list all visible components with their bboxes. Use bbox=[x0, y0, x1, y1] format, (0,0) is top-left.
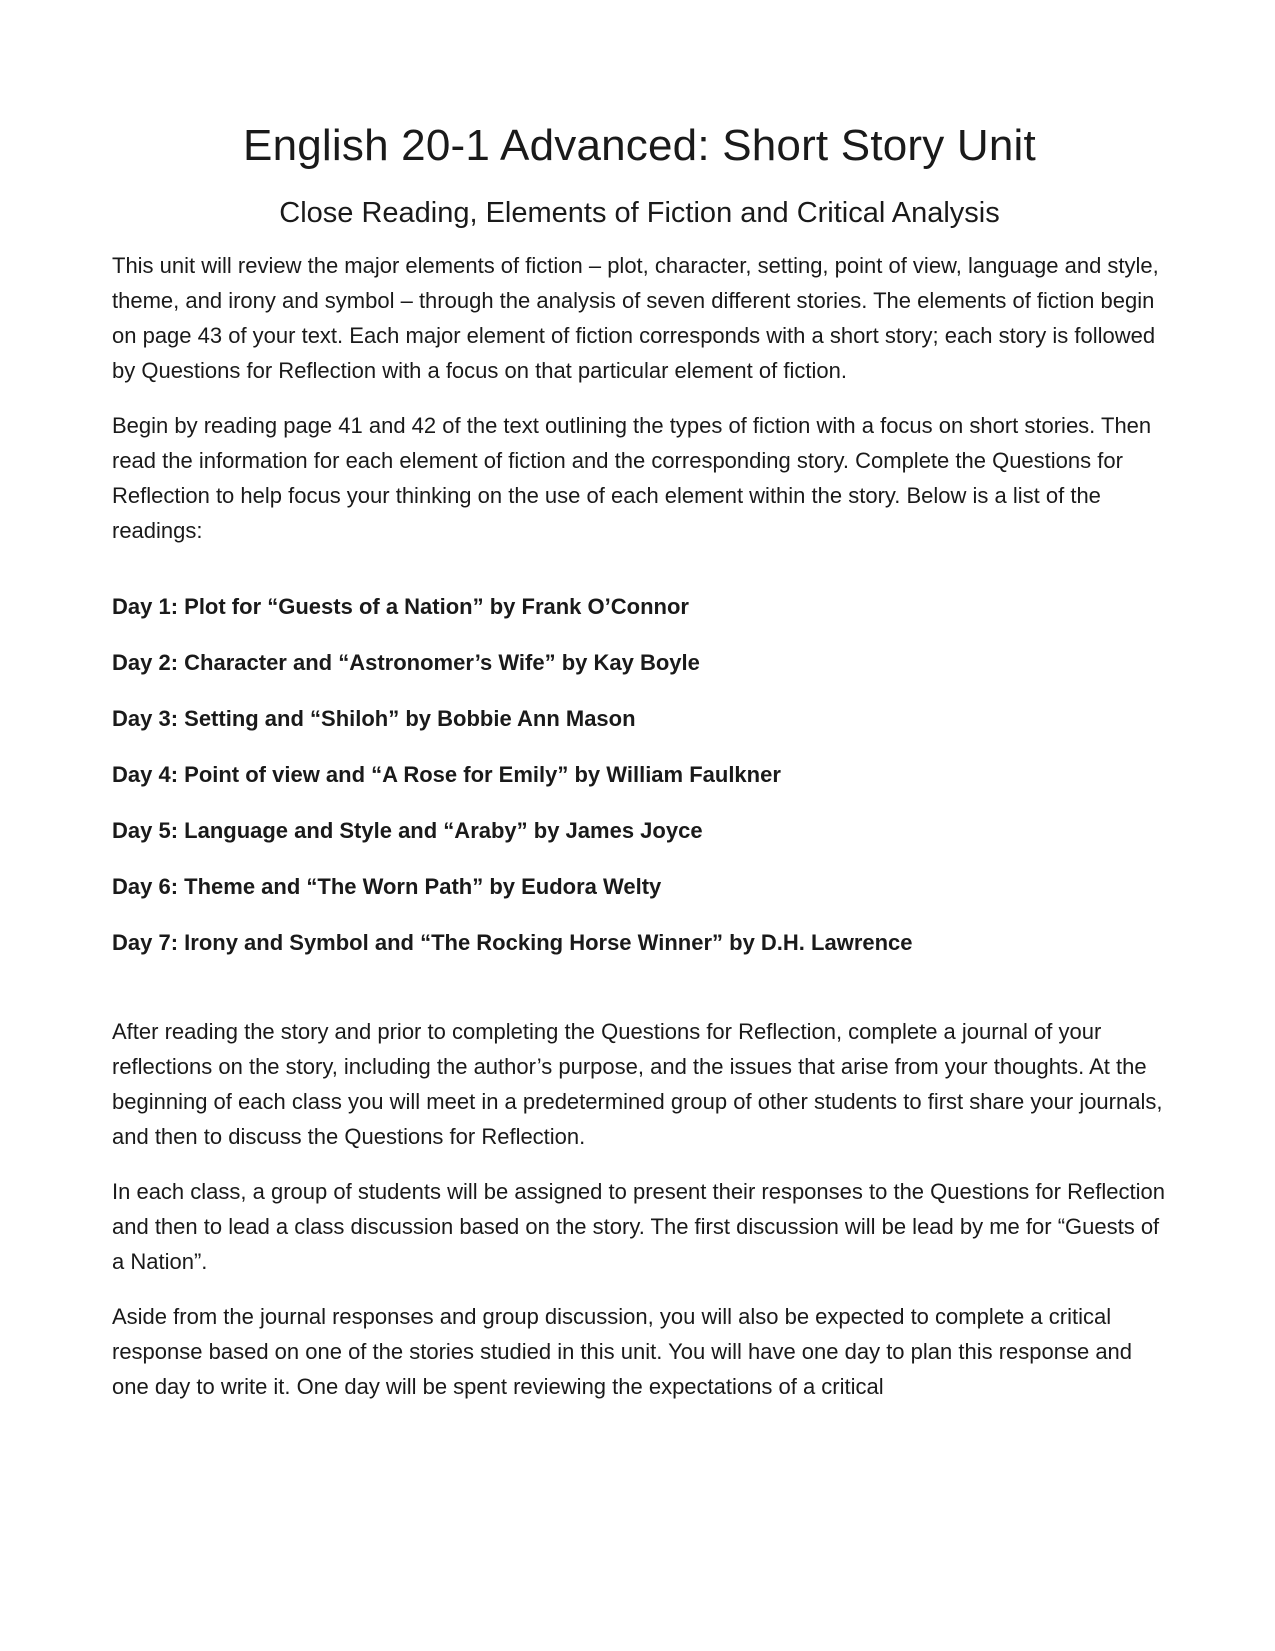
readings-list bbox=[112, 592, 1167, 958]
reading-item-day-2: Day 2: Character and “Astronomer’s Wife” by Kay Boyle bbox=[112, 650, 700, 675]
document-content bbox=[112, 115, 1167, 1404]
journal-paragraph: After reading the story and prior to completing the Questions for Reflection, complete a journal of your reflections on the story, including the author’s purpose, and the issues that arise from your thoughts. At the beginning of each class you will meet in a predetermined group of other students to first share your journals, and then to discuss the Questions for Reflection. bbox=[112, 1019, 1163, 1149]
instructions-paragraph: Begin by reading page 41 and 42 of the text outlining the types of fiction with a focus on short stories. Then read the information for each element of fiction and the corresponding story. Complete the Questions for Reflection to help focus your thinking on the use of each element within the story. Below is a list of the readings: bbox=[112, 413, 1152, 543]
document-title: English 20-1 Advanced: Short Story Unit bbox=[243, 121, 1036, 170]
critical-response-paragraph: Aside from the journal responses and group discussion, you will also be expected to complete a critical response based on one of the stories studied in this unit. You will have one day to plan this response and one day to write it. One day will be spent reviewing the expectations of a critical bbox=[112, 1304, 1133, 1399]
discussion-paragraph: In each class, a group of students will be assigned to present their responses to the Questions for Reflection and then to lead a class discussion based on the story. The first discussion will be lead by me for “Guests of a Nation”. bbox=[112, 1179, 1165, 1274]
document-subtitle: Close Reading, Elements of Fiction and Critical Analysis bbox=[279, 197, 1000, 229]
reading-item-day-4: Day 4: Point of view and “A Rose for Emily” by William Faulkner bbox=[112, 762, 781, 787]
intro-paragraph: This unit will review the major elements of fiction – plot, character, setting, point of view, language and style, theme, and irony and symbol – through the analysis of seven different stories. The elements of fiction begin on page 43 of your text. Each major element of fiction corresponds with a short story; each story is followed by Questions for Reflection with a focus on that particular element of fiction. bbox=[112, 253, 1159, 383]
reading-item-day-5: Day 5: Language and Style and “Araby” by James Joyce bbox=[112, 818, 703, 843]
reading-item-day-1: Day 1: Plot for “Guests of a Nation” by Frank O’Connor bbox=[112, 594, 689, 619]
reading-item-day-3: Day 3: Setting and “Shiloh” by Bobbie Ann Mason bbox=[112, 706, 636, 731]
reading-item-day-7: Day 7: Irony and Symbol and “The Rocking Horse Winner” by D.H. Lawrence bbox=[112, 930, 913, 955]
reading-item-day-6: Day 6: Theme and “The Worn Path” by Eudora Welty bbox=[112, 874, 662, 899]
